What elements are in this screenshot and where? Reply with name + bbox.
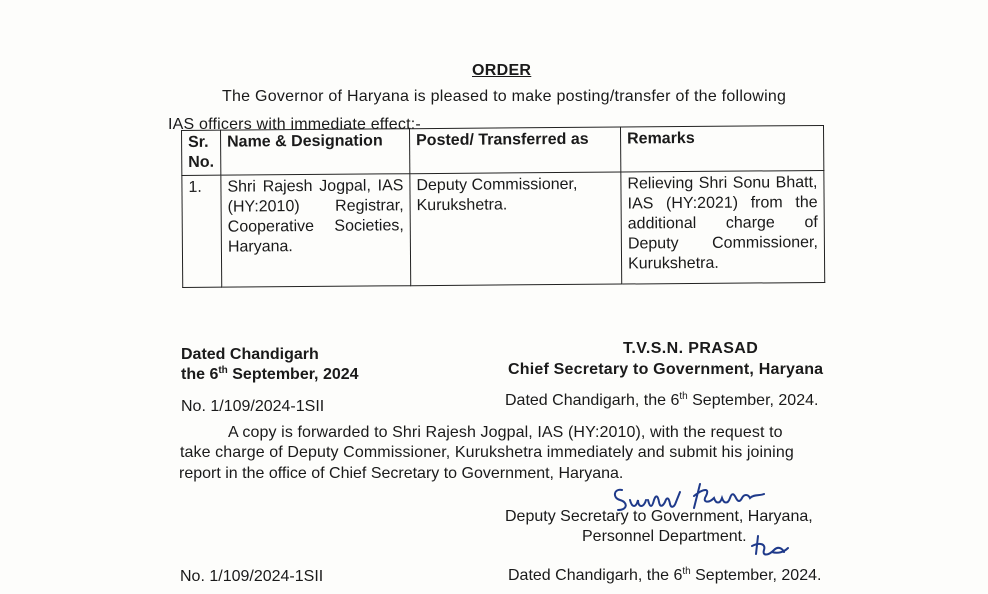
- signatory-name: T.V.S.N. PRASAD: [623, 340, 759, 357]
- endorsement-1-number: No. 1/109/2024-1SII: [181, 398, 325, 415]
- deputy-secretary-line-1: Deputy Secretary to Government, Haryana,: [505, 508, 813, 525]
- table-row: [182, 170, 825, 287]
- header-remarks: Remarks: [620, 125, 823, 172]
- order-heading: ORDER: [472, 62, 532, 79]
- deputy-secretary-line-2: Personnel Department.: [582, 528, 747, 545]
- cell-name: Shri Rajesh Jogpal, IAS (HY:2010) Registrar, Cooperative Societies, Haryana.: [221, 174, 411, 287]
- cell-remarks: Relieving Shri Sonu Bhatt, IAS (HY:2021) from the additional charge of Deputy Commissioner, Kurukshetra.: [621, 170, 825, 284]
- endorsement-1-date-suffix: September, 2024.: [687, 392, 819, 409]
- endorsement-2-date: [508, 567, 821, 585]
- dated-day-suffix: September, 2024: [227, 366, 359, 383]
- endorsement-1-date-sup: th: [679, 391, 688, 402]
- endorsement-1-date-prefix: Dated Chandigarh, the 6: [505, 392, 680, 409]
- intro-line-1: The Governor of Haryana is pleased to make posting/transfer of the following: [222, 88, 787, 105]
- initials-scribble-icon: [748, 532, 794, 558]
- copy-line-3: report in the office of Chief Secretary to Government, Haryana.: [179, 465, 624, 482]
- endorsement-2-date-prefix: Dated Chandigarh, the 6: [508, 567, 683, 584]
- endorsement-2-date-suffix: September, 2024.: [690, 567, 822, 584]
- dated-day-prefix: the 6: [181, 366, 219, 383]
- copy-line-2: take charge of Deputy Commissioner, Kurukshetra immediately and submit his joining: [180, 444, 794, 461]
- endorsement-1-date: [505, 392, 818, 410]
- signatory-title: Chief Secretary to Government, Haryana: [508, 361, 824, 378]
- header-name-designation: Name & Designation: [221, 129, 410, 175]
- endorsement-2-number: No. 1/109/2024-1SII: [180, 568, 324, 585]
- intro-line-2: IAS officers with immediate effect:-: [168, 116, 421, 133]
- dated-day: [181, 366, 359, 384]
- posting-table: [181, 125, 825, 288]
- cell-posted: Deputy Commissioner, Kurukshetra.: [410, 172, 622, 286]
- cell-sr: 1.: [182, 175, 222, 287]
- table-header-row: [182, 125, 824, 175]
- header-sr-no: Sr. No.: [182, 130, 221, 175]
- header-posted-transferred: Posted/ Transferred as: [409, 127, 620, 174]
- copy-line-1: A copy is forwarded to Shri Rajesh Jogpal, IAS (HY:2010), with the request to: [228, 424, 783, 441]
- dated-place: Dated Chandigarh: [181, 346, 319, 363]
- endorsement-2-date-sup: th: [682, 566, 691, 577]
- dated-day-sup: th: [218, 365, 228, 376]
